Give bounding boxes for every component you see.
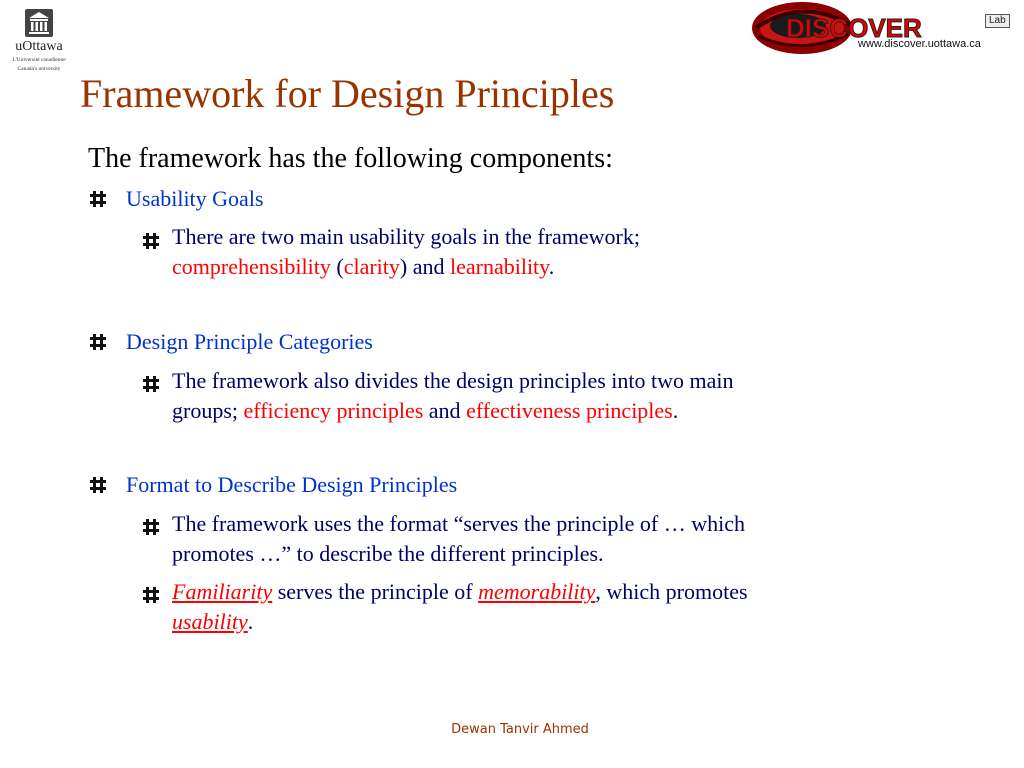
uottawa-logo: [6, 8, 72, 82]
point-text: and: [423, 398, 467, 423]
highlight-usability: usability: [172, 609, 248, 634]
point-text: There are two main usability goals in the framework;: [172, 224, 640, 249]
uottawa-subtitle-fr: L'Université canadienne: [12, 57, 66, 63]
slide-title: Framework for Design Principles: [80, 71, 615, 116]
square-bullet-icon: [90, 477, 106, 498]
section-heading-design-principle-categories: Design Principle Categories: [126, 329, 373, 354]
square-bullet-icon: [143, 519, 159, 540]
highlight-comprehensibility: comprehensibility: [172, 254, 331, 279]
intro-text: The framework has the following components:: [88, 143, 613, 174]
uottawa-subtitle-en: Canada's university: [17, 66, 61, 72]
footer-author: Dewan Tanvir Ahmed: [451, 722, 589, 737]
discover-url: www.discover.uottawa.ca: [858, 38, 981, 50]
square-bullet-icon: [90, 191, 106, 212]
point-text: promotes …” to describe the different principles.: [172, 541, 604, 566]
highlight-efficiency-principles: efficiency principles: [243, 398, 424, 423]
point-text: .: [548, 254, 555, 279]
point-familiarity-example: [172, 577, 992, 637]
discover-lab-label: Lab: [985, 14, 1010, 28]
square-bullet-icon: [143, 587, 159, 608]
point-text: , which promotes: [595, 579, 748, 604]
point-text: groups;: [172, 398, 244, 423]
square-bullet-icon: [143, 376, 159, 397]
highlight-effectiveness-principles: effectiveness principles: [466, 398, 673, 423]
point-text: The framework uses the format “serves the principle of … which: [172, 511, 746, 536]
square-bullet-icon: [143, 233, 159, 254]
section-heading-usability-goals: Usability Goals: [126, 186, 264, 211]
highlight-learnability: learnability: [449, 254, 549, 279]
section-heading-format: Format to Describe Design Principles: [126, 472, 458, 497]
point-usability-goals: [172, 222, 992, 282]
uottawa-name: uOttawa: [15, 39, 63, 54]
square-bullet-icon: [90, 334, 106, 355]
highlight-clarity: clarity: [343, 254, 400, 279]
point-design-principle-categories: [172, 366, 992, 426]
point-text: ) and: [399, 254, 450, 279]
point-text: (: [330, 254, 344, 279]
svg-text:DISCOVER: DISCOVER: [786, 13, 922, 43]
point-text: .: [672, 398, 679, 423]
point-text: serves the principle of: [272, 579, 479, 604]
point-text: .: [247, 609, 254, 634]
highlight-memorability: memorability: [478, 579, 596, 604]
uottawa-building-icon: [24, 8, 54, 38]
point-text: The framework also divides the design principles into two main: [172, 368, 734, 393]
discover-logo: [748, 0, 1010, 58]
point-format-description: [172, 509, 992, 569]
highlight-familiarity: Familiarity: [172, 579, 273, 604]
